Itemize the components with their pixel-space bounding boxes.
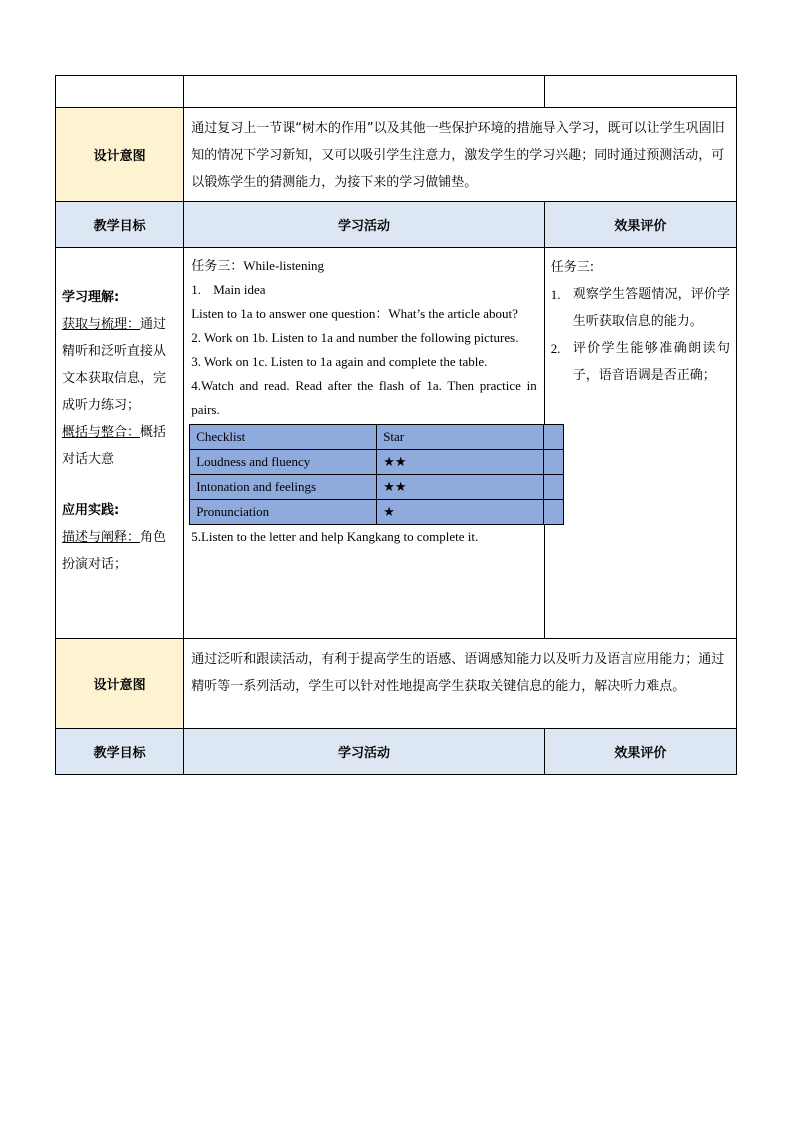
design-intent-text: 通过复习上一节课“树木的作用”以及其他一些保护环境的措施导入学习，既可以让学生巩固旧知的情况下学习新知，又可以吸引学生注意力，激发学生的学习兴趣；同时通过预测活动，可以锻炼学生的猜测能力，为接下来的学习做铺垫。 [184, 108, 737, 202]
objectives-section-application: 应用实践: [62, 503, 120, 518]
checklist-row [190, 500, 564, 525]
checklist-star: Star [377, 425, 544, 450]
activity-header: 学习活动 [184, 729, 545, 775]
evaluation-item-text: 评价学生能够准确朗读句子，语音语调是否正确； [572, 341, 730, 383]
activity-header: 学习活动 [184, 202, 545, 248]
content-row [56, 248, 737, 639]
evaluation-item [551, 335, 730, 389]
design-intent-text: 通过泛听和跟读活动，有利于提高学生的语感、语调感知能力以及听力及语言应用能力；通过精听等一系列活动，学生可以针对性地提高学生获取关键信息的能力，解决听力难点。 [184, 639, 737, 729]
objectives-section-understanding: 学习理解: [62, 290, 120, 305]
evaluation-item-text: 观察学生答题情况，评价学生听获取信息的能力。 [572, 287, 730, 329]
evaluation-item-number: 1. [550, 287, 561, 302]
checklist-table [189, 424, 564, 525]
top-cell-1 [56, 76, 184, 108]
goal-header: 教学目标 [56, 202, 184, 248]
evaluation-cell [544, 248, 736, 639]
checklist-star: ★★ [377, 450, 544, 475]
design-intent-label: 设计意图 [56, 108, 184, 202]
activity-step-5: 5.Listen to the letter and help Kangkang to complete it. [191, 529, 479, 544]
design-intent-row-1 [56, 108, 737, 202]
checklist-item: Pronunciation [190, 500, 377, 525]
evaluation-item [551, 281, 730, 335]
checklist-row [190, 450, 564, 475]
activity-step-4: 4.Watch and read. Read after the flash of 1a. Then practice in pairs. [191, 378, 537, 417]
checklist-star: ★★ [377, 475, 544, 500]
evaluation-header: 效果评价 [544, 202, 736, 248]
design-intent-label: 设计意图 [56, 639, 184, 729]
objectives-cell [56, 248, 184, 639]
goal-header: 教学目标 [56, 729, 184, 775]
activity-step-1-text: Listen to 1a to answer one question：What’s the article about? [191, 306, 518, 321]
activity-step-1-title: Main idea [213, 282, 266, 297]
checklist-row [190, 425, 564, 450]
top-empty-row [56, 76, 737, 108]
evaluation-list [551, 281, 730, 389]
activity-step-1 [191, 278, 537, 302]
activity-task-title: 任务三：While-listening [191, 258, 325, 273]
activity-step-1-number: 1. [191, 282, 201, 297]
top-cell-3 [544, 76, 736, 108]
header-row-2 [56, 729, 737, 775]
checklist-row [190, 475, 564, 500]
checklist-item: Intonation and feelings [190, 475, 377, 500]
checklist-item: Loudness and fluency [190, 450, 377, 475]
objective-item-1-label: 获取与梳理： [62, 317, 141, 332]
objective-item-3-label: 描述与阐释： [62, 530, 141, 545]
objective-item-1 [62, 311, 177, 419]
activities-cell [184, 248, 545, 639]
evaluation-item-number: 2. [550, 341, 561, 356]
objective-item-2-label: 概括与整合： [62, 425, 141, 440]
objective-item-2 [62, 419, 177, 473]
design-intent-row-2 [56, 639, 737, 729]
lesson-plan-table [55, 75, 737, 775]
header-row-1 [56, 202, 737, 248]
activity-step-3: 3. Work on 1c. Listen to 1a again and complete the table. [191, 354, 488, 369]
objective-item-1-text: 通过精听和泛听直接从文本获取信息，完成听力练习； [62, 317, 167, 413]
evaluation-task-title: 任务三: [550, 260, 595, 275]
evaluation-header: 效果评价 [544, 729, 736, 775]
checklist-item: Checklist [190, 425, 377, 450]
top-cell-2 [184, 76, 545, 108]
objective-item-3-text: 角色扮演对话； [62, 530, 167, 572]
activity-step-2: 2. Work on 1b. Listen to 1a and number the following pictures. [191, 330, 519, 345]
objective-item-3 [62, 524, 177, 578]
objective-item-2-text: 概括对话大意 [62, 425, 167, 467]
checklist-star: ★ [377, 500, 544, 525]
